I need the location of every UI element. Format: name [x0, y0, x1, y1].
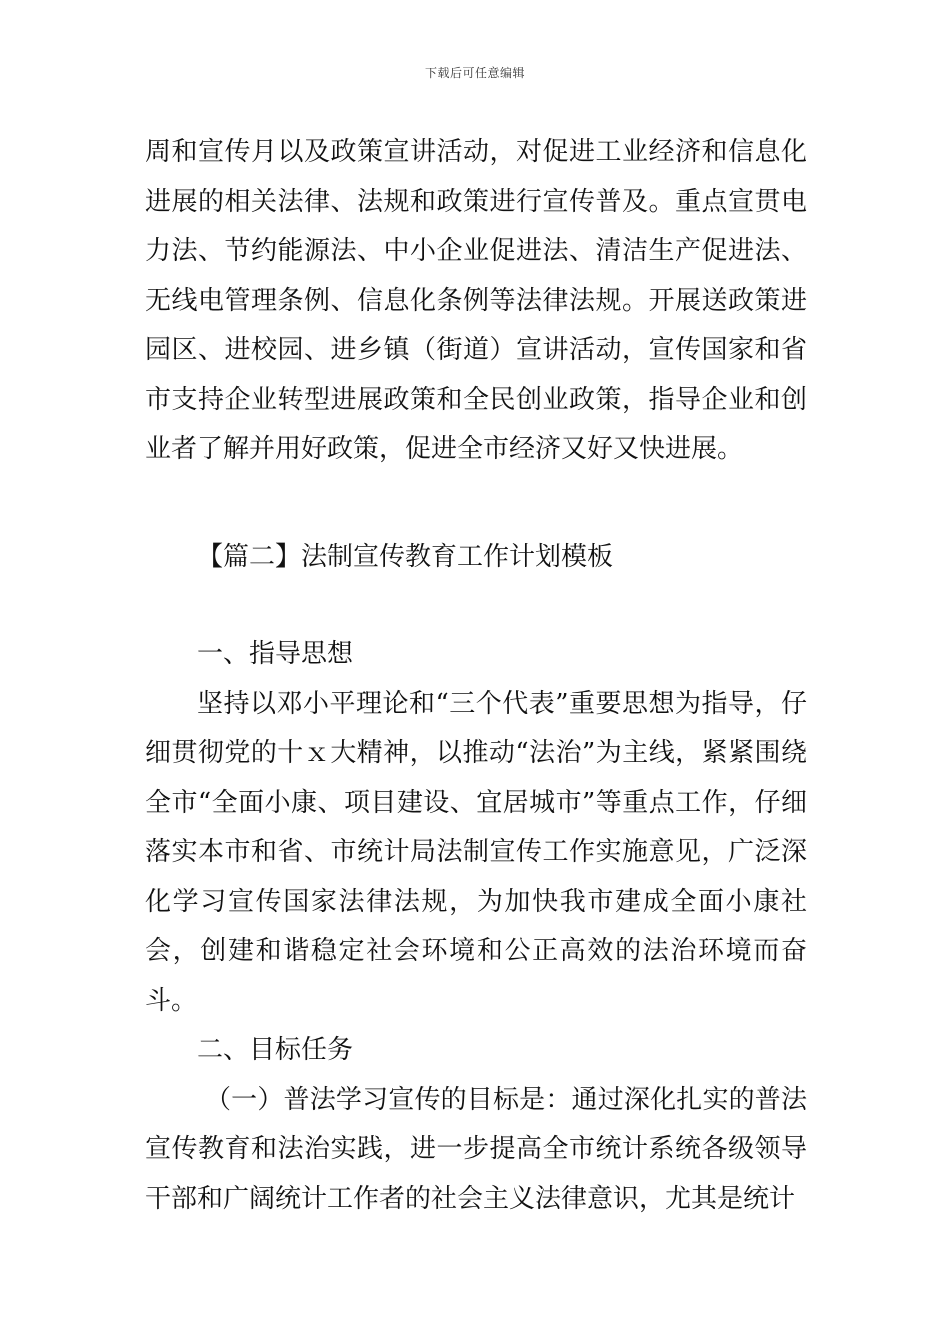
- page-header-note: 下载后可任意编辑: [424, 66, 525, 80]
- section-title: 【篇二】法制宣传教育工作计划模板: [197, 541, 614, 572]
- heading-guiding-ideology: 一、指导思想: [197, 639, 354, 669]
- heading-goals-tasks: 二、目标任务: [197, 1035, 354, 1065]
- paragraph-goals-tasks: （一）普法学习宣传的目标是：通过深化扎实的普法宣传教育和法治实践，进一步提高全市统计系统各级领导干部和广阔统计工作者的社会主义法律意识，尤其是统计: [145, 1084, 807, 1214]
- continued-paragraph: 周和宣传月以及政策宣讲活动，对促进工业经济和信息化进展的相关法律、法规和政策进行宣传普及。重点宣贯电力法、节约能源法、中小企业促进法、清洁生产促进法、无线电管理条例、信息化条例等法律法规。开展送政策进园区、进校园、进乡镇（街道）宣讲活动，宣传国家和省市支持企业转型进展政策和全民创业政策，指导企业和创业者了解并用好政策，促进全市经济又好又快进展。: [145, 137, 807, 464]
- paragraph-guiding-ideology: 坚持以邓小平理论和“三个代表”重要思想为指导，仔细贯彻党的十ｘ大精神，以推动“法治”为主线，紧紧围绕全市“全面小康、项目建设、宜居城市”等重点工作，仔细落实本市和省、市统计局法制宣传工作实施意见，广泛深化学习宣传国家法律法规，为加快我市建成全面小康社会，创建和谐稳定社会环境和公正高效的法治环境而奋斗。: [145, 688, 807, 1016]
- document-body: [145, 128, 807, 1224]
